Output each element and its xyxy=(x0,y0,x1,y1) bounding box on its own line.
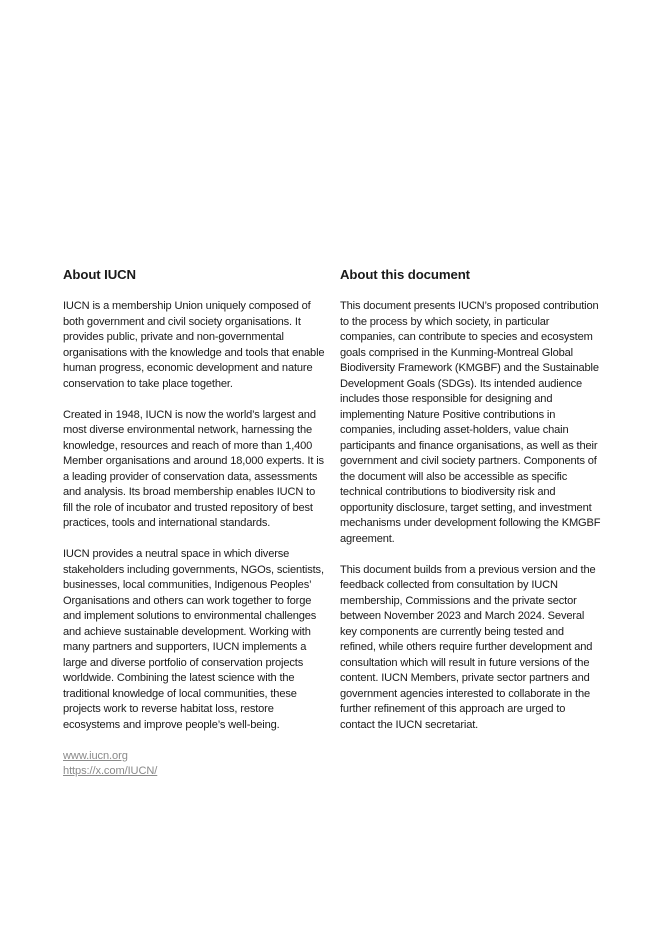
about-iucn-section xyxy=(63,266,325,780)
about-document-paragraph-1: This document presents IUCN’s proposed contribution to the process by which society, in particular companies, can contribute to species and ecosystem goals comprised in the Kunming-Montreal Global Biodiversity Framework (KMGBF) and the Sustainable Development Goals (SDGs). Its intended audience includes those responsible for designing and implementing Nature Positive contributions in companies, including asset-holders, value chain participants and finance organisations, as well as their government and civil society partners. Components of the document will also be accessible as specific technical contributions to biodiversity risk and opportunity disclosure, target setting, and investment mechanisms under development following the KMGBF agreement. xyxy=(340,300,601,545)
about-document-section xyxy=(340,266,602,749)
iucn-website-link[interactable]: www.iucn.org xyxy=(63,749,128,762)
links-list xyxy=(63,749,325,780)
about-iucn-paragraph-2: Created in 1948, IUCN is now the world’s largest and most diverse environmental network, harnessing the knowledge, resources and reach of more than 1,400 Member organisations and around 18,000 experts. It is a leading provider of conservation data, assessments and analysis. Its broad membership enables IUCN to fill the role of incubator and trusted repository of best practices, tools and international standards. xyxy=(63,408,324,529)
about-iucn-heading: About IUCN xyxy=(63,267,136,282)
about-iucn-paragraph-3: IUCN provides a neutral space in which diverse stakeholders including governments, NGOs, scientists, businesses, local communities, Indigenous Peoples’ Organisations and others can work together to forge and implement solutions to environmental challenges and achieve sustainable development. Working with many partners and supporters, IUCN implements a large and diverse portfolio of conservation projects worldwide. Combining the latest science with the traditional knowledge of local communities, these projects work to reverse habitat loss, restore ecosystems and improve people’s well-being. xyxy=(63,548,324,731)
about-document-heading: About this document xyxy=(340,267,470,282)
iucn-x-link[interactable]: https://x.com/IUCN/ xyxy=(63,765,158,777)
about-document-paragraph-2: This document builds from a previous version and the feedback collected from consultation by IUCN membership, Commissions and the private sector between November 2023 and March 2024. Several key components are currently being tested and refined, while others require further development and consultation which will result in future versions of the content. IUCN Members, private sector partners and government agencies interested to collaborate in the further refinement of this approach are urged to contact the IUCN secretariat. xyxy=(340,563,596,731)
about-iucn-paragraph-1: IUCN is a membership Union uniquely composed of both government and civil society organisations. It provides public, private and non-governmental organisations with the knowledge and tools that enable human progress, economic development and nature conservation to take place together. xyxy=(63,300,325,390)
